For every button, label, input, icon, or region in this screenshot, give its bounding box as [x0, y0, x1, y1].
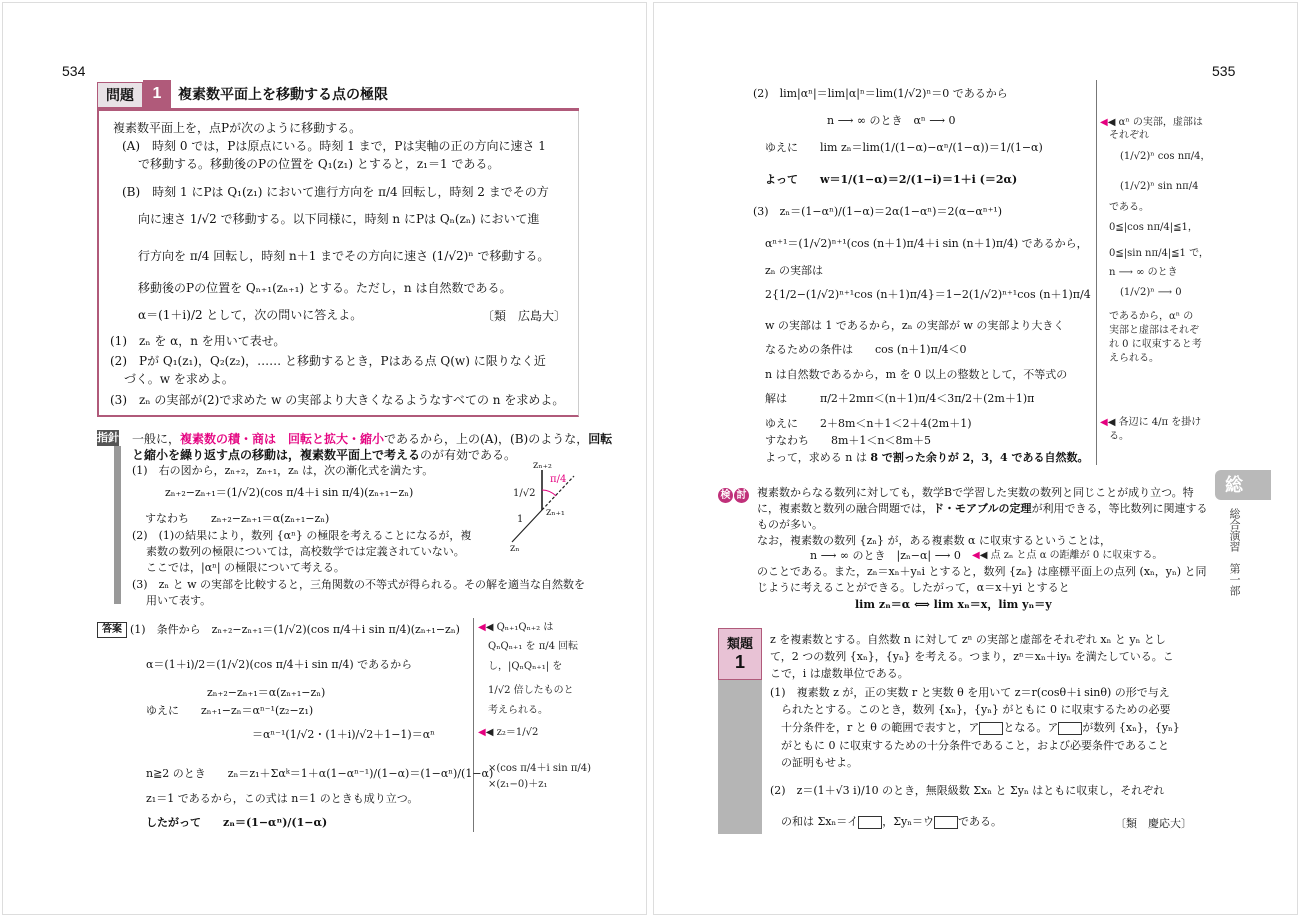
solution3-line: zₙ の実部は [765, 264, 824, 277]
ruidai-line: がともに 0 に収束するための十分条件であること，および必要条件であること [781, 739, 1169, 752]
side-note: 考えられる。 [488, 705, 548, 716]
kento-line: のことである。また，zₙ＝xₙ＋yₙi とすると，数列 {zₙ} は座標平面上の点列 (xₙ，yₙ) と同 [757, 565, 1207, 578]
diagram-label: 1 [517, 514, 524, 525]
answer-divider [473, 618, 474, 832]
side-note: である。 [1109, 202, 1149, 213]
kento-note: ◀◀ 点 zₙ と点 α の距離が 0 に収束する。 [972, 550, 1163, 561]
side-note: であるから，αⁿ の [1109, 311, 1194, 322]
answer-conclusion: したがって zₙ＝(1−αⁿ)/(1−α) [146, 816, 328, 829]
solution3-line: 2{1/2−(1/√2)ⁿ⁺¹cos (n＋1)π/4}＝1−2(1/√2)ⁿ⁺¹cos (n＋1)π/4 [765, 288, 1091, 301]
side-note: 0≦|sin nπ/4|≦1 で， [1109, 248, 1209, 259]
shishin-line: (2) (1)の結果により，数列 {αⁿ} の極限を考えることになるが，複 [132, 529, 472, 542]
kento-badge: 検 討 [718, 483, 750, 501]
ruidai-line: z を複素数とする。自然数 n に対して zⁿ の実部と虚部をそれぞれ xₙ と yₙ とし [770, 633, 1166, 646]
answer-box-a [979, 722, 1003, 735]
answer-box-i [858, 816, 882, 829]
page-number-right: 535 [1212, 63, 1236, 79]
answer-box-u [934, 816, 958, 829]
shishin-line: (1) 右の図から，zₙ₊₂，zₙ₊₁，zₙ は，次の漸化式を満たす。 [132, 464, 434, 477]
section-tab: 総 [1215, 470, 1271, 500]
problem-line: (A) 時刻 0 では，Pは原点にいる。時刻 1 まで，Pは実軸の正の方向に速さ 1 [122, 139, 546, 153]
problem-title: 複素数平面上を移動する点の極限 [178, 86, 388, 102]
side-note: れ 0 に収束すると考 [1109, 339, 1202, 350]
answer-line: zₙ₊₂−zₙ₊₁＝α(zₙ₊₁−zₙ) [207, 686, 326, 699]
kento-formula: lim zₙ＝α ⟺ lim xₙ＝x，lim yₙ＝y [855, 598, 1052, 611]
answer-label: 答案 [97, 622, 127, 638]
answer-line: ゆえに zₙ₊₁−zₙ＝αⁿ⁻¹(z₂−z₁) [146, 704, 314, 717]
side-note: それぞれ [1109, 130, 1149, 141]
solution2-line: (2) lim|αⁿ|＝lim|α|ⁿ＝lim(1/√2)ⁿ＝0 であるから [753, 87, 1008, 100]
problem-line: 行方向を π/4 回転し，時刻 n＋1 までその方向に速さ (1/√2)ⁿ で移動する。 [138, 249, 550, 263]
answer-line: α＝(1＋i)/2＝(1/√2)(cos π/4＋i sin π/4) であるから [146, 658, 413, 671]
shishin-line: 素数の数列の極限については，高校数学では定義されていない。 [146, 545, 465, 558]
angle-arc [542, 490, 556, 496]
ruidai-line: られたとする。このとき，数列 {xₙ}，{yₙ} がともに 0 に収束するための必要 [781, 703, 1171, 716]
side-note: る。 [1109, 431, 1129, 442]
side-note: ◀◀ 各辺に 4/π を掛け [1100, 417, 1202, 428]
solution3-line: なるための条件は cos (n＋1)π/4＜0 [765, 343, 967, 356]
solution3-answer: よって，求める n は 8 で割った余りが 2，3，4 である自然数。 [765, 451, 1089, 464]
side-note: ×(cos π/4＋i sin π/4) [488, 763, 592, 774]
diagram-label: zₙ₊₂ [533, 460, 552, 471]
side-note: 実部と虚部はそれぞ [1109, 325, 1199, 336]
diagram-label: zₙ₊₁ [546, 507, 565, 518]
ruidai-line: 十分条件を，r と θ の範囲で表すと，ア となる。ア が数列 {xₙ}，{yₙ} [781, 721, 1180, 734]
solution2-line: ゆえに lim zₙ＝lim(1/(1−α)−αⁿ/(1−α))＝1/(1−α) [765, 141, 1043, 154]
ruidai-line: て，2 つの数列 {xₙ}，{yₙ} を考える。つまり，zⁿ＝xₙ＋iyₙ を満たしている。こ [770, 650, 1174, 663]
answer-line: z₁＝1 であるから，この式は n＝1 のときも成り立つ。 [146, 792, 419, 805]
answer-box-a2 [1058, 722, 1082, 735]
side-note: (1/√2)ⁿ sin nπ/4 [1120, 181, 1199, 192]
solution3-line: w の実部は 1 であるから，zₙ の実部が w の実部より大きく [765, 319, 1065, 332]
diagram-label: zₙ [510, 543, 520, 554]
problem-source: 〔類 広島大〕 [482, 309, 567, 323]
ruidai-line: (1) 複素数 z が，正の実数 r と実数 θ を用いて z＝r(cosθ＋i sinθ) の形で与え [770, 686, 1170, 699]
problem-line: 移動後のPの位置を Qₙ₊₁(zₙ₊₁) とする。ただし，n は自然数である。 [138, 281, 512, 295]
side-note: (1/√2)ⁿ cos nπ/4， [1120, 151, 1211, 162]
ruidai-line: (2) z＝(1＋√3 i)/10 のとき，無限級数 Σxₙ と Σyₙ はともに収束し，それぞれ [770, 784, 1165, 797]
answer-line: ＝αⁿ⁻¹(1/√2・(1＋i)/√2＋1−1)＝αⁿ [252, 728, 435, 741]
solution3-line: すなわち 8m＋1＜n＜8m＋5 [765, 434, 931, 447]
solution3-line: ゆえに 2＋8m＜n＋1＜2＋4(2m＋1) [765, 417, 972, 430]
problem-question: (3) zₙ の実部が(2)で求めた w の実部より大きくなるようなすべての n を求めよ。 [110, 393, 565, 407]
problem-question: づく。w を求めよ。 [124, 372, 234, 386]
kento-line: 複素数からなる数列に対しても，数学Bで学習した実数の数列と同じことが成り立つ。特 [757, 486, 1194, 499]
solution-divider [1096, 80, 1097, 465]
side-note: し，|QₙQₙ₊₁| を [488, 661, 563, 672]
side-note: (1/√2)ⁿ ⟶ 0 [1120, 287, 1182, 298]
side-note: ◀◀ z₂＝1/√2 [478, 727, 539, 738]
problem-line: 複素数平面上を，点Pが次のように移動する。 [113, 121, 362, 135]
solution3-line: 解は π/2＋2mπ＜(n＋1)π/4＜3π/2＋(2m＋1)π [765, 392, 1035, 405]
answer-line: (1) 条件から zₙ₊₂−zₙ₊₁＝(1/√2)(cos π/4＋i sin π/4)(zₙ₊₁−zₙ) [130, 623, 460, 636]
solution3-line: (3) zₙ＝(1−αⁿ)/(1−α)＝2α(1−αⁿ)＝2(α−αⁿ⁺¹) [753, 205, 1003, 218]
ruidai-label: 類題 1 [718, 628, 762, 680]
kento-line: に，複素数と数列の融合問題では，ド・モアブルの定理が利用できる，等比数列に関連する [757, 502, 1208, 515]
side-note: 0≦|cos nπ/4|≦1， [1109, 222, 1198, 233]
shishin-formula: zₙ₊₂−zₙ₊₁＝(1/√2)(cos π/4＋i sin π/4)(zₙ₊₁−zₙ) [165, 486, 414, 499]
side-note: QₙQₙ₊₁ を π/4 回転 [488, 641, 579, 652]
shishin-label: 指針 [97, 432, 119, 444]
problem-question: (1) zₙ を α，n を用いて表せ。 [110, 334, 286, 348]
solution2-line: n ⟶ ∞ のとき αⁿ ⟶ 0 [827, 114, 956, 127]
problem-label: 問題 [97, 82, 143, 108]
ruidai-source: 〔類 慶応大〕 [1115, 817, 1192, 830]
shishin-line: 一般に，複素数の積・商は 回転と拡大・縮小であるから，上の(A)，(B)のような，回転 [132, 432, 613, 446]
shishin-line: すなわち zₙ₊₂−zₙ₊₁＝α(zₙ₊₁−zₙ) [145, 512, 330, 525]
shishin-bar [114, 446, 121, 604]
kento-line: n ⟶ ∞ のとき |zₙ−α| ⟶ 0 [810, 549, 961, 562]
shishin-line: と縮小を繰り返す点の移動は，複素数平面上で考えるのが有効である。 [132, 448, 517, 462]
side-note: ◀◀ Qₙ₊₁Qₙ₊₂ は [478, 622, 554, 633]
side-note: ◀◀ αⁿ の実部，虚部は [1100, 117, 1203, 128]
solution3-line: n は自然数であるから，m を 0 以上の整数として，不等式の [765, 368, 1068, 381]
side-note: n ⟶ ∞ のとき [1109, 267, 1178, 278]
diagram-label: 1/√2 [513, 488, 536, 499]
shishin-line: ここでは，|αⁿ| の極限について考える。 [146, 561, 345, 574]
problem-line: で移動する。移動後のPの位置を Q₁(z₁) とすると，z₁＝1 である。 [138, 157, 500, 171]
shishin-line: 用いて表す。 [146, 594, 212, 607]
shishin-line: (3) zₙ と w の実部を比較すると，三角関数の不等式が得られる。その解を適当な自然数を [132, 578, 586, 591]
problem-line: (B) 時刻 1 にPは Q₁(z₁) において進行方向を π/4 回転し，時刻 2 までその方 [122, 185, 549, 199]
answer-line: n≧2 のとき zₙ＝z₁＋Σαᵏ＝1＋α(1−αⁿ⁻¹)/(1−α)＝(1−αⁿ)/(1−α) [146, 767, 494, 780]
solution2-answer: よって w＝1/(1−α)＝2/(1−i)＝1＋i (＝2α) [765, 173, 1018, 186]
kento-line: なお，複素数の数列 {zₙ} が，ある複素数 α に収束するということは， [757, 534, 1111, 547]
solution3-line: αⁿ⁺¹＝(1/√2)ⁿ⁺¹(cos (n＋1)π/4＋i sin (n＋1)π/4) であるから， [765, 237, 1088, 250]
diagram-label: π/4 [550, 474, 567, 485]
kento-line: じように考えることができる。したがって，α＝x＋yi とすると [757, 581, 1070, 594]
problem-question: (2) Pが Q₁(z₁)，Q₂(z₂)，…… と移動するとき，Pはある点 Q(w) に限りなく近 [110, 354, 546, 368]
problem-line: α＝(1＋i)/2 として，次の問いに答えよ。 [138, 308, 363, 322]
ruidai-line: こで，i は虚数単位である。 [770, 667, 909, 680]
ruidai-line: の証明もせよ。 [781, 756, 858, 769]
section-tab-vertical: 総合演習 第一部 [1228, 508, 1240, 596]
side-note: えられる。 [1109, 353, 1159, 364]
side-note: ×(z₁−0)＋z₁ [488, 779, 548, 790]
ruidai-line: の和は Σxₙ＝イ ，Σyₙ＝ウ である。 [781, 815, 1003, 828]
page-number-left: 534 [62, 63, 86, 79]
kento-line: ものが多い。 [757, 518, 823, 531]
problem-line: 向に速さ 1/√2 で移動する。以下同様に，時刻 n にPは Qₙ(zₙ) において進 [138, 212, 540, 226]
side-note: 1/√2 倍したものと [488, 685, 574, 696]
problem-number: 1 [143, 80, 171, 108]
